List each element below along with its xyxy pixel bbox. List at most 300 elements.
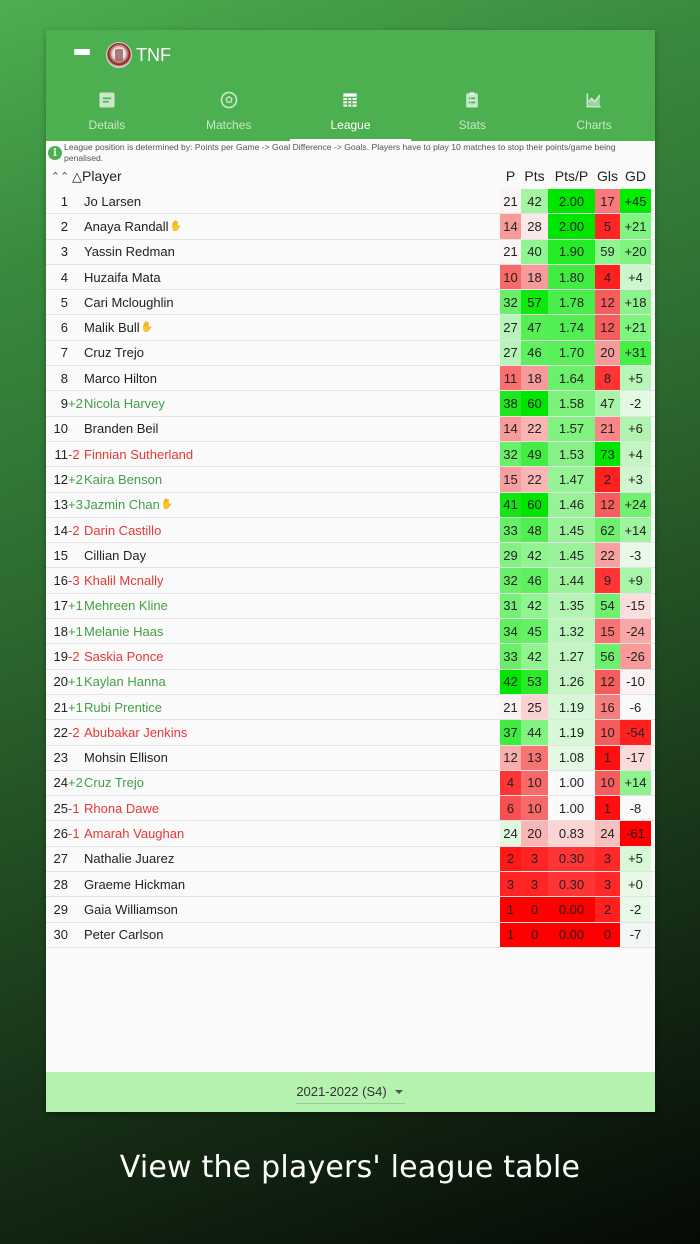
league-table-body bbox=[46, 189, 655, 948]
player-name-cell[interactable] bbox=[84, 670, 500, 694]
table-row[interactable] bbox=[46, 872, 655, 897]
points-per-game-cell: 1.64 bbox=[548, 366, 595, 390]
player-name-cell[interactable] bbox=[84, 417, 500, 441]
points-cell: 25 bbox=[521, 695, 548, 719]
table-row[interactable] bbox=[46, 644, 655, 669]
article-icon bbox=[97, 90, 117, 110]
position-change bbox=[68, 265, 84, 289]
position-cell: 22 bbox=[53, 724, 68, 740]
position-change: +3 bbox=[68, 497, 83, 513]
position-cell: 3 bbox=[60, 244, 68, 260]
goals-cell: 5 bbox=[595, 214, 620, 238]
player-name-cell[interactable] bbox=[84, 467, 500, 491]
goal-difference-cell: +20 bbox=[620, 240, 651, 264]
line-chart-icon bbox=[584, 90, 604, 110]
position-cell: 1 bbox=[60, 193, 68, 209]
season-selector[interactable] bbox=[296, 1080, 404, 1104]
matches-played-cell: 33 bbox=[500, 518, 521, 542]
position-change: -2 bbox=[68, 446, 80, 462]
double-chevron-up-icon[interactable]: ⌃⌃ bbox=[50, 170, 70, 183]
position-cell: 4 bbox=[60, 269, 68, 285]
position-change bbox=[68, 189, 84, 213]
points-cell: 40 bbox=[521, 240, 548, 264]
points-per-game-cell: 0.30 bbox=[548, 872, 595, 896]
position-cell: 23 bbox=[53, 750, 68, 766]
position-change bbox=[68, 746, 84, 770]
matches-played-cell: 11 bbox=[500, 366, 521, 390]
matches-played-cell: 32 bbox=[500, 290, 521, 314]
points-per-game-cell: 1.19 bbox=[548, 720, 595, 744]
position-cell: 28 bbox=[53, 876, 68, 892]
goal-difference-cell: +18 bbox=[620, 290, 651, 314]
player-name-cell[interactable] bbox=[84, 493, 500, 517]
tab-bar bbox=[46, 80, 655, 141]
position-cell: 21 bbox=[53, 699, 68, 715]
position-change bbox=[68, 897, 84, 921]
goalkeeper-glove-icon: ✋ bbox=[160, 499, 174, 511]
position-cell: 29 bbox=[53, 901, 68, 917]
position-cell: 13 bbox=[53, 497, 68, 513]
goal-difference-cell: -2 bbox=[620, 897, 651, 921]
goals-cell: 3 bbox=[595, 847, 620, 871]
points-per-game-cell: 1.08 bbox=[548, 746, 595, 770]
goal-difference-cell: -24 bbox=[620, 619, 651, 643]
player-name: Kaira Benson bbox=[84, 471, 163, 487]
player-name: Branden Beil bbox=[84, 421, 159, 437]
points-per-game-cell: 0.83 bbox=[548, 821, 595, 845]
info-text: League position is determined by: Points per Game -> Goal Difference -> Goals. Players have to play 10 matches to stop their points/game being penalised. bbox=[64, 142, 616, 163]
matches-played-cell: 1 bbox=[500, 897, 521, 921]
position-change bbox=[68, 341, 84, 365]
goal-difference-cell: +24 bbox=[620, 493, 651, 517]
player-name: Anaya Randall bbox=[84, 218, 169, 234]
tab-label: League bbox=[330, 117, 371, 132]
goal-difference-cell: -26 bbox=[620, 644, 651, 668]
player-name-cell[interactable] bbox=[84, 189, 500, 213]
points-per-game-cell: 1.00 bbox=[548, 771, 595, 795]
goals-cell: 47 bbox=[595, 391, 620, 415]
player-name-cell[interactable] bbox=[84, 391, 500, 415]
promo-caption: View the players' league table bbox=[119, 1150, 581, 1185]
goals-cell: 12 bbox=[595, 493, 620, 517]
table-row[interactable] bbox=[46, 189, 655, 214]
table-row[interactable] bbox=[46, 594, 655, 619]
player-name: Finnian Sutherland bbox=[84, 446, 194, 462]
matches-played-cell: 1 bbox=[500, 923, 521, 947]
player-name-cell[interactable] bbox=[84, 518, 500, 542]
points-per-game-cell: 1.74 bbox=[548, 315, 595, 339]
table-row[interactable] bbox=[46, 771, 655, 796]
points-cell: 46 bbox=[521, 341, 548, 365]
table-row[interactable] bbox=[46, 568, 655, 593]
player-name: Kaylan Hanna bbox=[84, 674, 166, 690]
goal-difference-cell: -2 bbox=[620, 391, 651, 415]
points-per-game-cell: 1.26 bbox=[548, 670, 595, 694]
points-cell: 28 bbox=[521, 214, 548, 238]
points-cell: 42 bbox=[521, 644, 548, 668]
matches-played-cell: 14 bbox=[500, 417, 521, 441]
table-row[interactable] bbox=[46, 467, 655, 492]
player-name-cell[interactable] bbox=[84, 214, 500, 238]
matches-played-cell: 14 bbox=[500, 214, 521, 238]
goal-difference-cell: -15 bbox=[620, 594, 651, 618]
position-cell: 27 bbox=[53, 851, 68, 867]
matches-played-cell: 29 bbox=[500, 543, 521, 567]
goals-cell: 3 bbox=[595, 872, 620, 896]
hamburger-menu-icon bbox=[74, 49, 90, 61]
matches-played-cell: 27 bbox=[500, 315, 521, 339]
points-cell: 0 bbox=[521, 897, 548, 921]
player-name-cell[interactable] bbox=[84, 366, 500, 390]
matches-played-cell: 21 bbox=[500, 240, 521, 264]
position-change bbox=[68, 366, 84, 390]
goal-difference-cell: -3 bbox=[620, 543, 651, 567]
goals-cell: 16 bbox=[595, 695, 620, 719]
position-change bbox=[68, 214, 84, 238]
player-name: Nathalie Juarez bbox=[84, 851, 175, 867]
goals-cell: 24 bbox=[595, 821, 620, 845]
table-row[interactable] bbox=[46, 670, 655, 695]
goals-cell: 21 bbox=[595, 417, 620, 441]
player-name: Nicola Harvey bbox=[84, 396, 165, 412]
points-per-game-cell: 1.70 bbox=[548, 341, 595, 365]
player-name: Yassin Redman bbox=[84, 244, 175, 260]
matches-played-cell: 4 bbox=[500, 771, 521, 795]
position-cell: 11 bbox=[54, 446, 68, 462]
goal-difference-cell: +5 bbox=[620, 366, 651, 390]
position-change bbox=[68, 315, 84, 339]
points-cell: 18 bbox=[521, 265, 548, 289]
goals-cell: 20 bbox=[595, 341, 620, 365]
goal-difference-cell: -8 bbox=[620, 796, 651, 820]
caret-down-icon bbox=[395, 1090, 403, 1094]
goals-cell: 1 bbox=[595, 796, 620, 820]
points-cell: 42 bbox=[521, 594, 548, 618]
matches-played-cell: 21 bbox=[500, 695, 521, 719]
tab-label: Details bbox=[88, 117, 126, 132]
goal-difference-cell: +14 bbox=[620, 518, 651, 542]
table-row[interactable] bbox=[46, 897, 655, 922]
table-row[interactable] bbox=[46, 341, 655, 366]
matches-played-cell: 27 bbox=[500, 341, 521, 365]
points-cell: 3 bbox=[521, 847, 548, 871]
position-change: +1 bbox=[68, 674, 83, 690]
position-change: +1 bbox=[68, 623, 83, 639]
table-row[interactable] bbox=[46, 796, 655, 821]
tab-details[interactable] bbox=[46, 80, 168, 141]
player-name-cell[interactable] bbox=[84, 872, 500, 896]
table-row[interactable] bbox=[46, 315, 655, 340]
points-cell: 60 bbox=[521, 391, 548, 415]
player-name: Melanie Haas bbox=[84, 623, 164, 639]
position-cell: 12 bbox=[53, 471, 68, 487]
table-row[interactable] bbox=[46, 619, 655, 644]
player-name-cell[interactable] bbox=[84, 341, 500, 365]
player-name: Cruz Trejo bbox=[84, 345, 144, 361]
points-per-game-cell: 1.00 bbox=[548, 796, 595, 820]
goals-cell: 2 bbox=[595, 897, 620, 921]
table-row[interactable] bbox=[46, 720, 655, 745]
sort-triangle-icon: △ bbox=[72, 168, 82, 184]
points-cell: 49 bbox=[521, 442, 548, 466]
position-cell: 26 bbox=[53, 826, 68, 842]
points-cell: 45 bbox=[521, 619, 548, 643]
player-name-cell[interactable] bbox=[84, 746, 500, 770]
goal-difference-cell: +14 bbox=[620, 771, 651, 795]
points-per-game-cell: 1.80 bbox=[548, 265, 595, 289]
table-row[interactable] bbox=[46, 847, 655, 872]
position-cell: 7 bbox=[60, 345, 68, 361]
goals-cell: 10 bbox=[595, 720, 620, 744]
table-header bbox=[46, 163, 655, 189]
points-cell: 46 bbox=[521, 568, 548, 592]
tab-league[interactable] bbox=[290, 80, 412, 141]
player-name-cell[interactable] bbox=[84, 265, 500, 289]
position-change: +2 bbox=[68, 396, 83, 412]
position-change: +2 bbox=[68, 775, 83, 791]
player-name-cell[interactable] bbox=[84, 290, 500, 314]
matches-played-cell: 31 bbox=[500, 594, 521, 618]
pts-per-game-column-header[interactable]: Pts/P bbox=[554, 168, 589, 184]
points-per-game-cell: 1.44 bbox=[548, 568, 595, 592]
table-row[interactable] bbox=[46, 518, 655, 543]
table-row[interactable] bbox=[46, 214, 655, 239]
goals-cell: 12 bbox=[595, 315, 620, 339]
table-row[interactable] bbox=[46, 290, 655, 315]
position-cell: 15 bbox=[53, 547, 68, 563]
matches-played-cell: 2 bbox=[500, 847, 521, 871]
clipboard-list-icon bbox=[462, 90, 482, 110]
points-per-game-cell: 1.78 bbox=[548, 290, 595, 314]
pts-column-header[interactable]: Pts bbox=[524, 168, 545, 184]
goal-difference-cell: +3 bbox=[620, 467, 651, 491]
table-row[interactable] bbox=[46, 391, 655, 416]
goal-difference-cell: +31 bbox=[620, 341, 651, 365]
position-cell: 8 bbox=[60, 370, 68, 386]
position-cell: 6 bbox=[60, 320, 68, 336]
points-per-game-cell: 0.30 bbox=[548, 847, 595, 871]
club-crest-logo bbox=[106, 42, 132, 68]
goalkeeper-glove-icon: ✋ bbox=[140, 322, 154, 334]
goal-difference-cell: +5 bbox=[620, 847, 651, 871]
goals-cell: 8 bbox=[595, 366, 620, 390]
goal-difference-cell: -7 bbox=[620, 923, 651, 947]
points-per-game-cell: 2.00 bbox=[548, 189, 595, 213]
player-name-cell[interactable] bbox=[84, 315, 500, 339]
points-per-game-cell: 1.27 bbox=[548, 644, 595, 668]
goals-cell: 0 bbox=[595, 923, 620, 947]
table-row[interactable] bbox=[46, 417, 655, 442]
goals-cell: 73 bbox=[595, 442, 620, 466]
table-row[interactable] bbox=[46, 442, 655, 467]
goal-difference-cell: +21 bbox=[620, 315, 651, 339]
season-footer bbox=[46, 1072, 655, 1112]
points-per-game-cell: 0.00 bbox=[548, 897, 595, 921]
points-per-game-cell: 0.00 bbox=[548, 923, 595, 947]
player-name: Rubi Prentice bbox=[84, 699, 163, 715]
goals-cell: 59 bbox=[595, 240, 620, 264]
player-name-cell[interactable] bbox=[84, 594, 500, 618]
player-name-cell[interactable] bbox=[84, 796, 500, 820]
table-row[interactable] bbox=[46, 265, 655, 290]
goal-difference-cell: +45 bbox=[620, 189, 651, 213]
goals-cell: 62 bbox=[595, 518, 620, 542]
player-name-cell[interactable] bbox=[84, 644, 500, 668]
player-name-cell[interactable] bbox=[84, 847, 500, 871]
points-cell: 53 bbox=[521, 670, 548, 694]
points-cell: 48 bbox=[521, 518, 548, 542]
goal-difference-cell: -10 bbox=[620, 670, 651, 694]
goals-cell: 12 bbox=[595, 290, 620, 314]
player-name-cell[interactable] bbox=[84, 923, 500, 947]
goals-cell: 1 bbox=[595, 746, 620, 770]
goal-difference-cell: -61 bbox=[620, 821, 651, 845]
matches-played-cell: 33 bbox=[500, 644, 521, 668]
tab-matches[interactable] bbox=[168, 80, 290, 141]
points-per-game-cell: 1.47 bbox=[548, 467, 595, 491]
table-grid-icon bbox=[340, 90, 360, 110]
player-name-cell[interactable] bbox=[84, 897, 500, 921]
position-change: -2 bbox=[68, 724, 80, 740]
tab-label: Stats bbox=[458, 117, 486, 132]
goals-cell: 9 bbox=[595, 568, 620, 592]
position-change bbox=[68, 923, 84, 947]
info-banner bbox=[46, 141, 655, 163]
p-column-header[interactable]: P bbox=[505, 168, 516, 184]
position-change bbox=[68, 290, 84, 314]
goal-difference-cell: -6 bbox=[620, 695, 651, 719]
table-row[interactable] bbox=[46, 366, 655, 391]
soccer-ball-icon bbox=[219, 90, 239, 110]
points-cell: 42 bbox=[521, 543, 548, 567]
matches-played-cell: 10 bbox=[500, 265, 521, 289]
goalkeeper-glove-icon: ✋ bbox=[169, 220, 183, 232]
player-name: Cruz Trejo bbox=[84, 775, 144, 791]
points-cell: 10 bbox=[521, 796, 548, 820]
goal-difference-cell: +4 bbox=[620, 442, 651, 466]
goal-difference-cell: +21 bbox=[620, 214, 651, 238]
menu-button[interactable] bbox=[58, 31, 106, 79]
player-column-header[interactable] bbox=[72, 168, 500, 185]
goal-difference-cell: -17 bbox=[620, 746, 651, 770]
position-cell: 25 bbox=[53, 800, 68, 816]
tab-charts[interactable] bbox=[533, 80, 655, 141]
points-cell: 22 bbox=[521, 417, 548, 441]
points-cell: 10 bbox=[521, 771, 548, 795]
matches-played-cell: 15 bbox=[500, 467, 521, 491]
position-change: +1 bbox=[68, 699, 83, 715]
player-name-cell[interactable] bbox=[84, 619, 500, 643]
position-change: +1 bbox=[68, 598, 83, 614]
player-name: Saskia Ponce bbox=[84, 648, 164, 664]
table-row[interactable] bbox=[46, 493, 655, 518]
points-per-game-cell: 1.46 bbox=[548, 493, 595, 517]
table-row[interactable] bbox=[46, 543, 655, 568]
points-cell: 42 bbox=[521, 189, 548, 213]
goal-difference-cell: +4 bbox=[620, 265, 651, 289]
player-name-cell[interactable] bbox=[84, 771, 500, 795]
position-change: -1 bbox=[68, 800, 80, 816]
points-cell: 22 bbox=[521, 467, 548, 491]
app-screen bbox=[46, 30, 655, 1112]
player-name: Cari Mcloughlin bbox=[84, 294, 174, 310]
points-per-game-cell: 1.45 bbox=[548, 543, 595, 567]
player-name: Marco Hilton bbox=[84, 370, 157, 386]
goals-cell: 10 bbox=[595, 771, 620, 795]
goals-column-header[interactable]: Gls bbox=[597, 168, 618, 184]
player-name: Darin Castillo bbox=[84, 522, 162, 538]
points-per-game-cell: 1.53 bbox=[548, 442, 595, 466]
points-cell: 57 bbox=[521, 290, 548, 314]
player-name-cell[interactable] bbox=[84, 442, 500, 466]
goals-cell: 54 bbox=[595, 594, 620, 618]
position-cell: 19 bbox=[53, 648, 68, 664]
player-name-cell[interactable] bbox=[84, 543, 500, 567]
position-cell: 20 bbox=[53, 674, 68, 690]
player-name: Jo Larsen bbox=[84, 193, 142, 209]
player-name-cell[interactable] bbox=[84, 695, 500, 719]
player-name: Mehreen Kline bbox=[84, 598, 168, 614]
table-row[interactable] bbox=[46, 746, 655, 771]
season-value: 2021-2022 (S4) bbox=[296, 1084, 387, 1099]
player-name-cell[interactable] bbox=[84, 821, 500, 845]
position-cell: 24 bbox=[53, 775, 68, 791]
points-per-game-cell: 2.00 bbox=[548, 214, 595, 238]
goal-difference-column-header[interactable]: GD bbox=[625, 168, 646, 184]
app-bar bbox=[46, 30, 655, 141]
tab-label: Matches bbox=[206, 117, 252, 132]
points-cell: 18 bbox=[521, 366, 548, 390]
table-row[interactable] bbox=[46, 695, 655, 720]
matches-played-cell: 37 bbox=[500, 720, 521, 744]
player-name-cell[interactable] bbox=[84, 720, 500, 744]
player-name: Peter Carlson bbox=[84, 927, 164, 943]
player-name-cell[interactable] bbox=[84, 240, 500, 264]
table-row[interactable] bbox=[46, 821, 655, 846]
app-title: TNF bbox=[136, 44, 171, 65]
position-cell: 30 bbox=[53, 927, 68, 943]
position-cell: 10 bbox=[53, 421, 68, 437]
position-cell: 14 bbox=[53, 522, 68, 538]
goals-cell: 56 bbox=[595, 644, 620, 668]
points-per-game-cell: 1.19 bbox=[548, 695, 595, 719]
tab-stats[interactable] bbox=[411, 80, 533, 141]
player-name: Cillian Day bbox=[84, 547, 147, 563]
position-change bbox=[68, 847, 84, 871]
points-cell: 3 bbox=[521, 872, 548, 896]
points-per-game-cell: 1.45 bbox=[548, 518, 595, 542]
goal-difference-cell: +9 bbox=[620, 568, 651, 592]
position-change: -2 bbox=[68, 522, 80, 538]
player-name: Gaia Williamson bbox=[84, 901, 178, 917]
position-cell: 5 bbox=[60, 294, 68, 310]
table-row[interactable] bbox=[46, 240, 655, 265]
player-name: Jazmin Chan bbox=[84, 497, 160, 513]
goal-difference-cell: +6 bbox=[620, 417, 651, 441]
info-icon: i bbox=[48, 146, 62, 160]
position-change bbox=[68, 240, 84, 264]
player-name-cell[interactable] bbox=[84, 568, 500, 592]
matches-played-cell: 3 bbox=[500, 872, 521, 896]
points-cell: 0 bbox=[521, 923, 548, 947]
player-name: Mohsin Ellison bbox=[84, 750, 168, 766]
points-per-game-cell: 1.57 bbox=[548, 417, 595, 441]
goal-difference-cell: +0 bbox=[620, 872, 651, 896]
goal-difference-cell: -54 bbox=[620, 720, 651, 744]
position-change: -1 bbox=[68, 826, 80, 842]
position-cell: 17 bbox=[53, 598, 68, 614]
table-row[interactable] bbox=[46, 923, 655, 948]
